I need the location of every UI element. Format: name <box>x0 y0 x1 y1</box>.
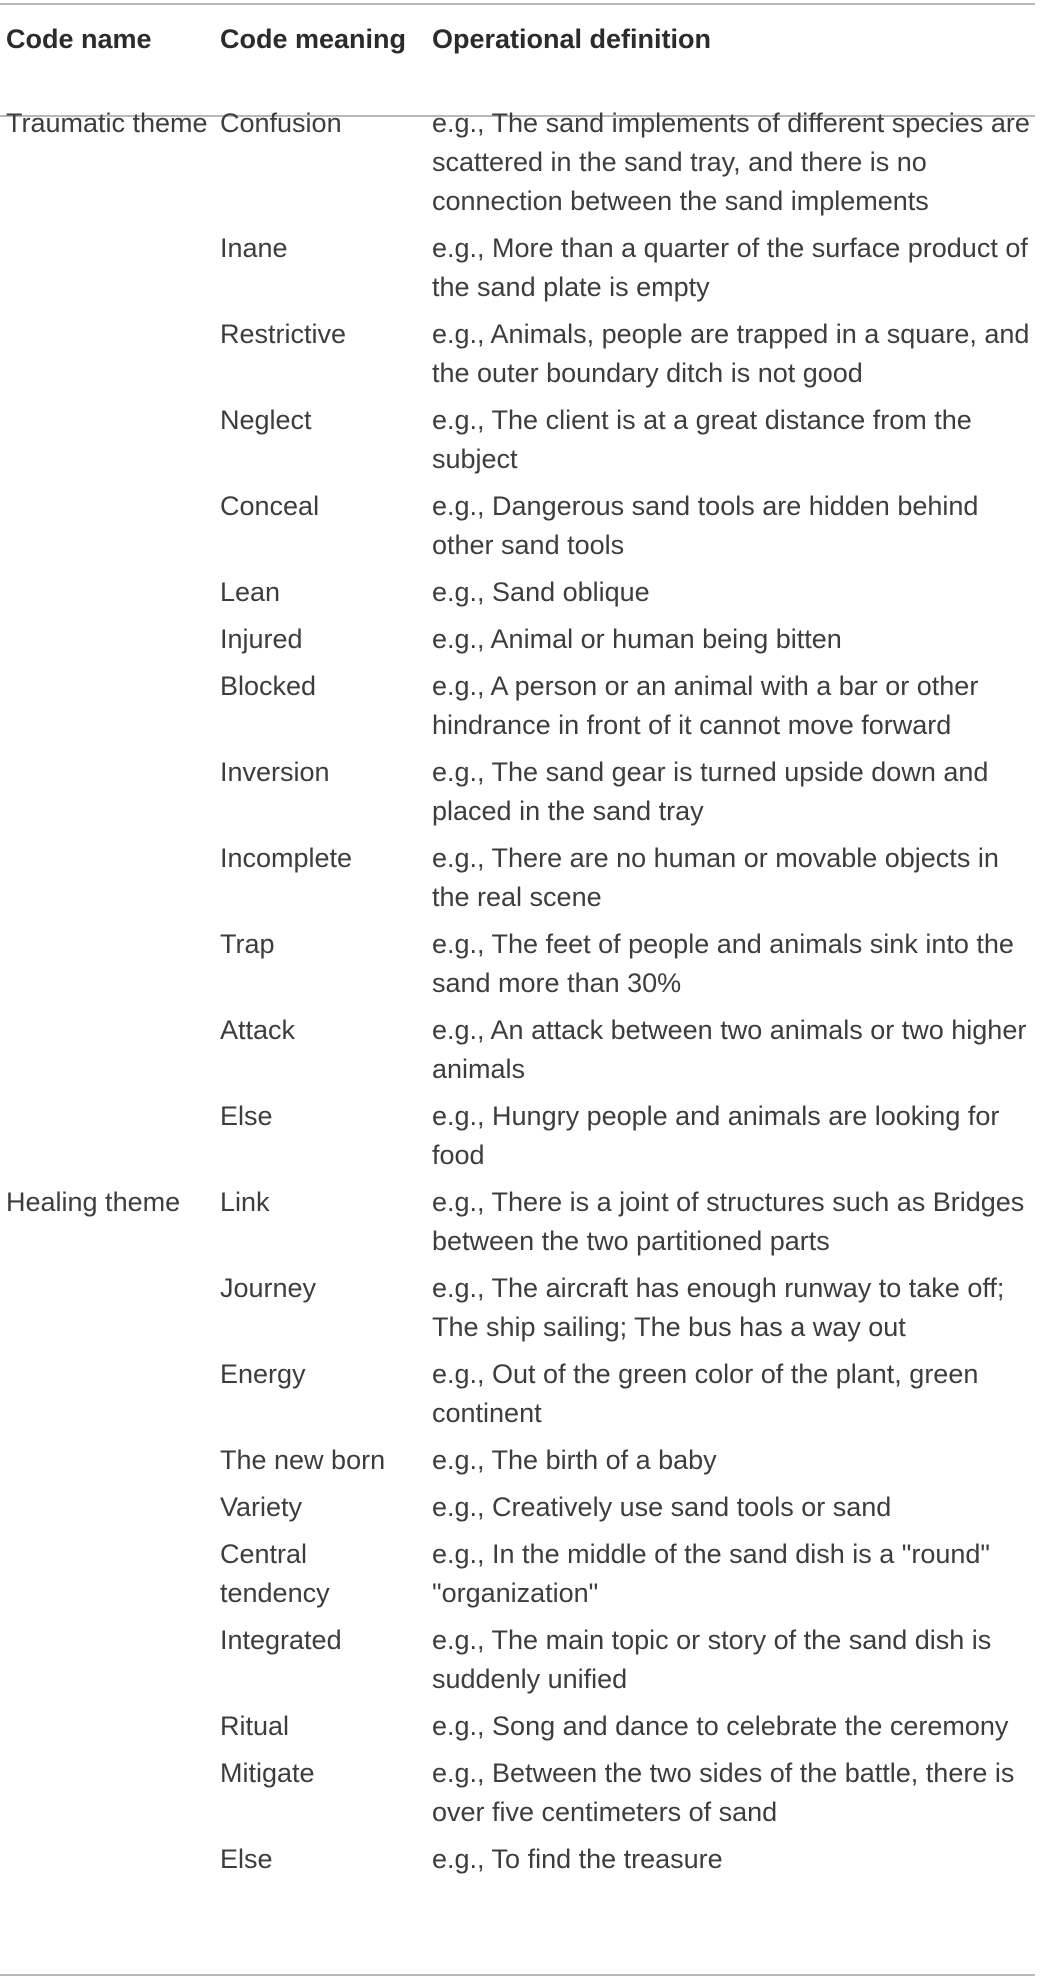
table-row <box>0 1347 1035 1433</box>
code-meaning-cell: Ritual <box>220 1711 290 1741</box>
operational-definition-cell: e.g., The sand gear is turned upside down and placed in the sand tray <box>432 757 989 826</box>
operational-definition-cell: e.g., Out of the green color of the plant, green continent <box>432 1359 979 1428</box>
code-meaning-cell: Link <box>220 1187 270 1217</box>
table-row <box>0 393 1035 479</box>
code-meaning-cell: Inversion <box>220 757 330 787</box>
code-name-cell <box>0 1261 212 1347</box>
operational-definition-cell: e.g., A person or an animal with a bar or other hindrance in front of it cannot move forward <box>432 671 979 740</box>
code-meaning-cell: Trap <box>220 929 275 959</box>
operational-definition-cell: e.g., The birth of a baby <box>432 1445 717 1475</box>
code-meaning-cell: The new born <box>220 1445 386 1475</box>
code-name-cell <box>0 1347 212 1433</box>
table-row <box>0 1746 1035 1832</box>
code-name-cell <box>0 1699 212 1746</box>
operational-definition-cell: e.g., Hungry people and animals are looking for food <box>432 1101 1000 1170</box>
code-meaning-cell: Conceal <box>220 491 320 521</box>
code-meaning-cell: Restrictive <box>220 319 347 349</box>
code-meaning-cell: Incomplete <box>220 843 353 873</box>
table-row <box>0 1832 1035 1879</box>
table-row <box>0 1480 1035 1527</box>
code-name-cell <box>0 1089 212 1175</box>
code-name-cell <box>0 1613 212 1699</box>
code-meaning-cell: Central tendency <box>220 1539 330 1608</box>
code-meaning-cell: Integrated <box>220 1625 342 1655</box>
code-name-cell <box>0 479 212 565</box>
header-code-meaning: Code meaning <box>220 24 407 54</box>
table-row <box>0 479 1035 565</box>
code-name-cell <box>0 745 212 831</box>
code-meaning-cell: Variety <box>220 1492 303 1522</box>
operational-definition-cell: e.g., An attack between two animals or two higher animals <box>432 1015 1027 1084</box>
code-name-cell <box>0 221 212 307</box>
table-row <box>0 565 1035 612</box>
operational-definition-cell: e.g., Sand oblique <box>432 577 650 607</box>
table-row <box>0 659 1035 745</box>
table-row <box>0 917 1035 1003</box>
table-row <box>0 307 1035 393</box>
operational-definition-cell: e.g., The feet of people and animals sink into the sand more than 30% <box>432 929 1014 998</box>
operational-definition-cell: e.g., Between the two sides of the battle, there is over five centimeters of sand <box>432 1758 1015 1827</box>
code-meaning-cell: Else <box>220 1844 273 1874</box>
code-meaning-cell: Journey <box>220 1273 317 1303</box>
code-name-cell <box>0 1832 212 1879</box>
table-row <box>0 745 1035 831</box>
operational-definition-cell: e.g., Song and dance to celebrate the ceremony <box>432 1711 1009 1741</box>
code-name-cell <box>0 1527 212 1613</box>
operational-definition-cell: e.g., To find the treasure <box>432 1844 723 1874</box>
code-name-cell <box>0 1003 212 1089</box>
table-row <box>0 1613 1035 1699</box>
code-meaning-cell: Lean <box>220 577 281 607</box>
code-name-cell: Healing theme <box>6 1187 181 1217</box>
code-name-cell <box>0 565 212 612</box>
table-row <box>0 1089 1035 1175</box>
operational-definition-cell: e.g., Creatively use sand tools or sand <box>432 1492 892 1522</box>
table-row <box>0 1175 1035 1261</box>
table-body <box>0 96 1035 1879</box>
code-name-cell <box>0 1433 212 1480</box>
table-row <box>0 221 1035 307</box>
code-name-cell <box>0 1480 212 1527</box>
code-meaning-cell: Mitigate <box>220 1758 315 1788</box>
code-name-cell <box>0 659 212 745</box>
code-meaning-cell: Neglect <box>220 405 312 435</box>
code-meaning-cell: Injured <box>220 624 303 654</box>
code-name-cell: Traumatic theme <box>6 108 208 138</box>
code-name-cell <box>0 307 212 393</box>
header-row <box>0 0 1035 96</box>
table-row <box>0 1433 1035 1480</box>
code-name-cell <box>0 1746 212 1832</box>
code-name-cell <box>0 612 212 659</box>
operational-definition-cell: e.g., More than a quarter of the surface product of the sand plate is empty <box>432 233 1028 302</box>
operational-definition-cell: e.g., Animal or human being bitten <box>432 624 842 654</box>
code-name-cell <box>0 917 212 1003</box>
code-name-cell <box>0 831 212 917</box>
operational-definition-cell: e.g., There is a joint of structures such as Bridges between the two partitioned parts <box>432 1187 1025 1256</box>
table-row <box>0 612 1035 659</box>
table-row <box>0 1003 1035 1089</box>
table-row <box>0 831 1035 917</box>
code-meaning-cell: Energy <box>220 1359 306 1389</box>
operational-definition-cell: e.g., In the middle of the sand dish is a "round" "organization" <box>432 1539 991 1608</box>
operational-definition-cell: e.g., There are no human or movable objects in the real scene <box>432 843 999 912</box>
header-code-name: Code name <box>6 24 152 54</box>
code-meaning-cell: Blocked <box>220 671 317 701</box>
operational-definition-cell: e.g., Animals, people are trapped in a square, and the outer boundary ditch is not good <box>432 319 1030 388</box>
table-row <box>0 1261 1035 1347</box>
operational-definition-cell: e.g., The sand implements of different species are scattered in the sand tray, and there is no connection between the sand implements <box>432 108 1030 216</box>
code-meaning-cell: Inane <box>220 233 288 263</box>
code-meaning-cell: Attack <box>220 1015 296 1045</box>
operational-definition-cell: e.g., Dangerous sand tools are hidden behind other sand tools <box>432 491 979 560</box>
code-meaning-cell: Confusion <box>220 108 342 138</box>
table-row <box>0 1699 1035 1746</box>
table-bottom-rule <box>0 1974 1035 1976</box>
table-row <box>0 96 1035 221</box>
operational-definition-cell: e.g., The client is at a great distance from the subject <box>432 405 972 474</box>
code-meaning-cell: Else <box>220 1101 273 1131</box>
operational-definition-cell: e.g., The aircraft has enough runway to take off; The ship sailing; The bus has a way out <box>432 1273 1005 1342</box>
table-header <box>0 0 1035 96</box>
table-row <box>0 1527 1035 1613</box>
header-operational-definition: Operational definition <box>432 24 712 54</box>
operational-definition-cell: e.g., The main topic or story of the sand dish is suddenly unified <box>432 1625 992 1694</box>
code-name-cell <box>0 393 212 479</box>
